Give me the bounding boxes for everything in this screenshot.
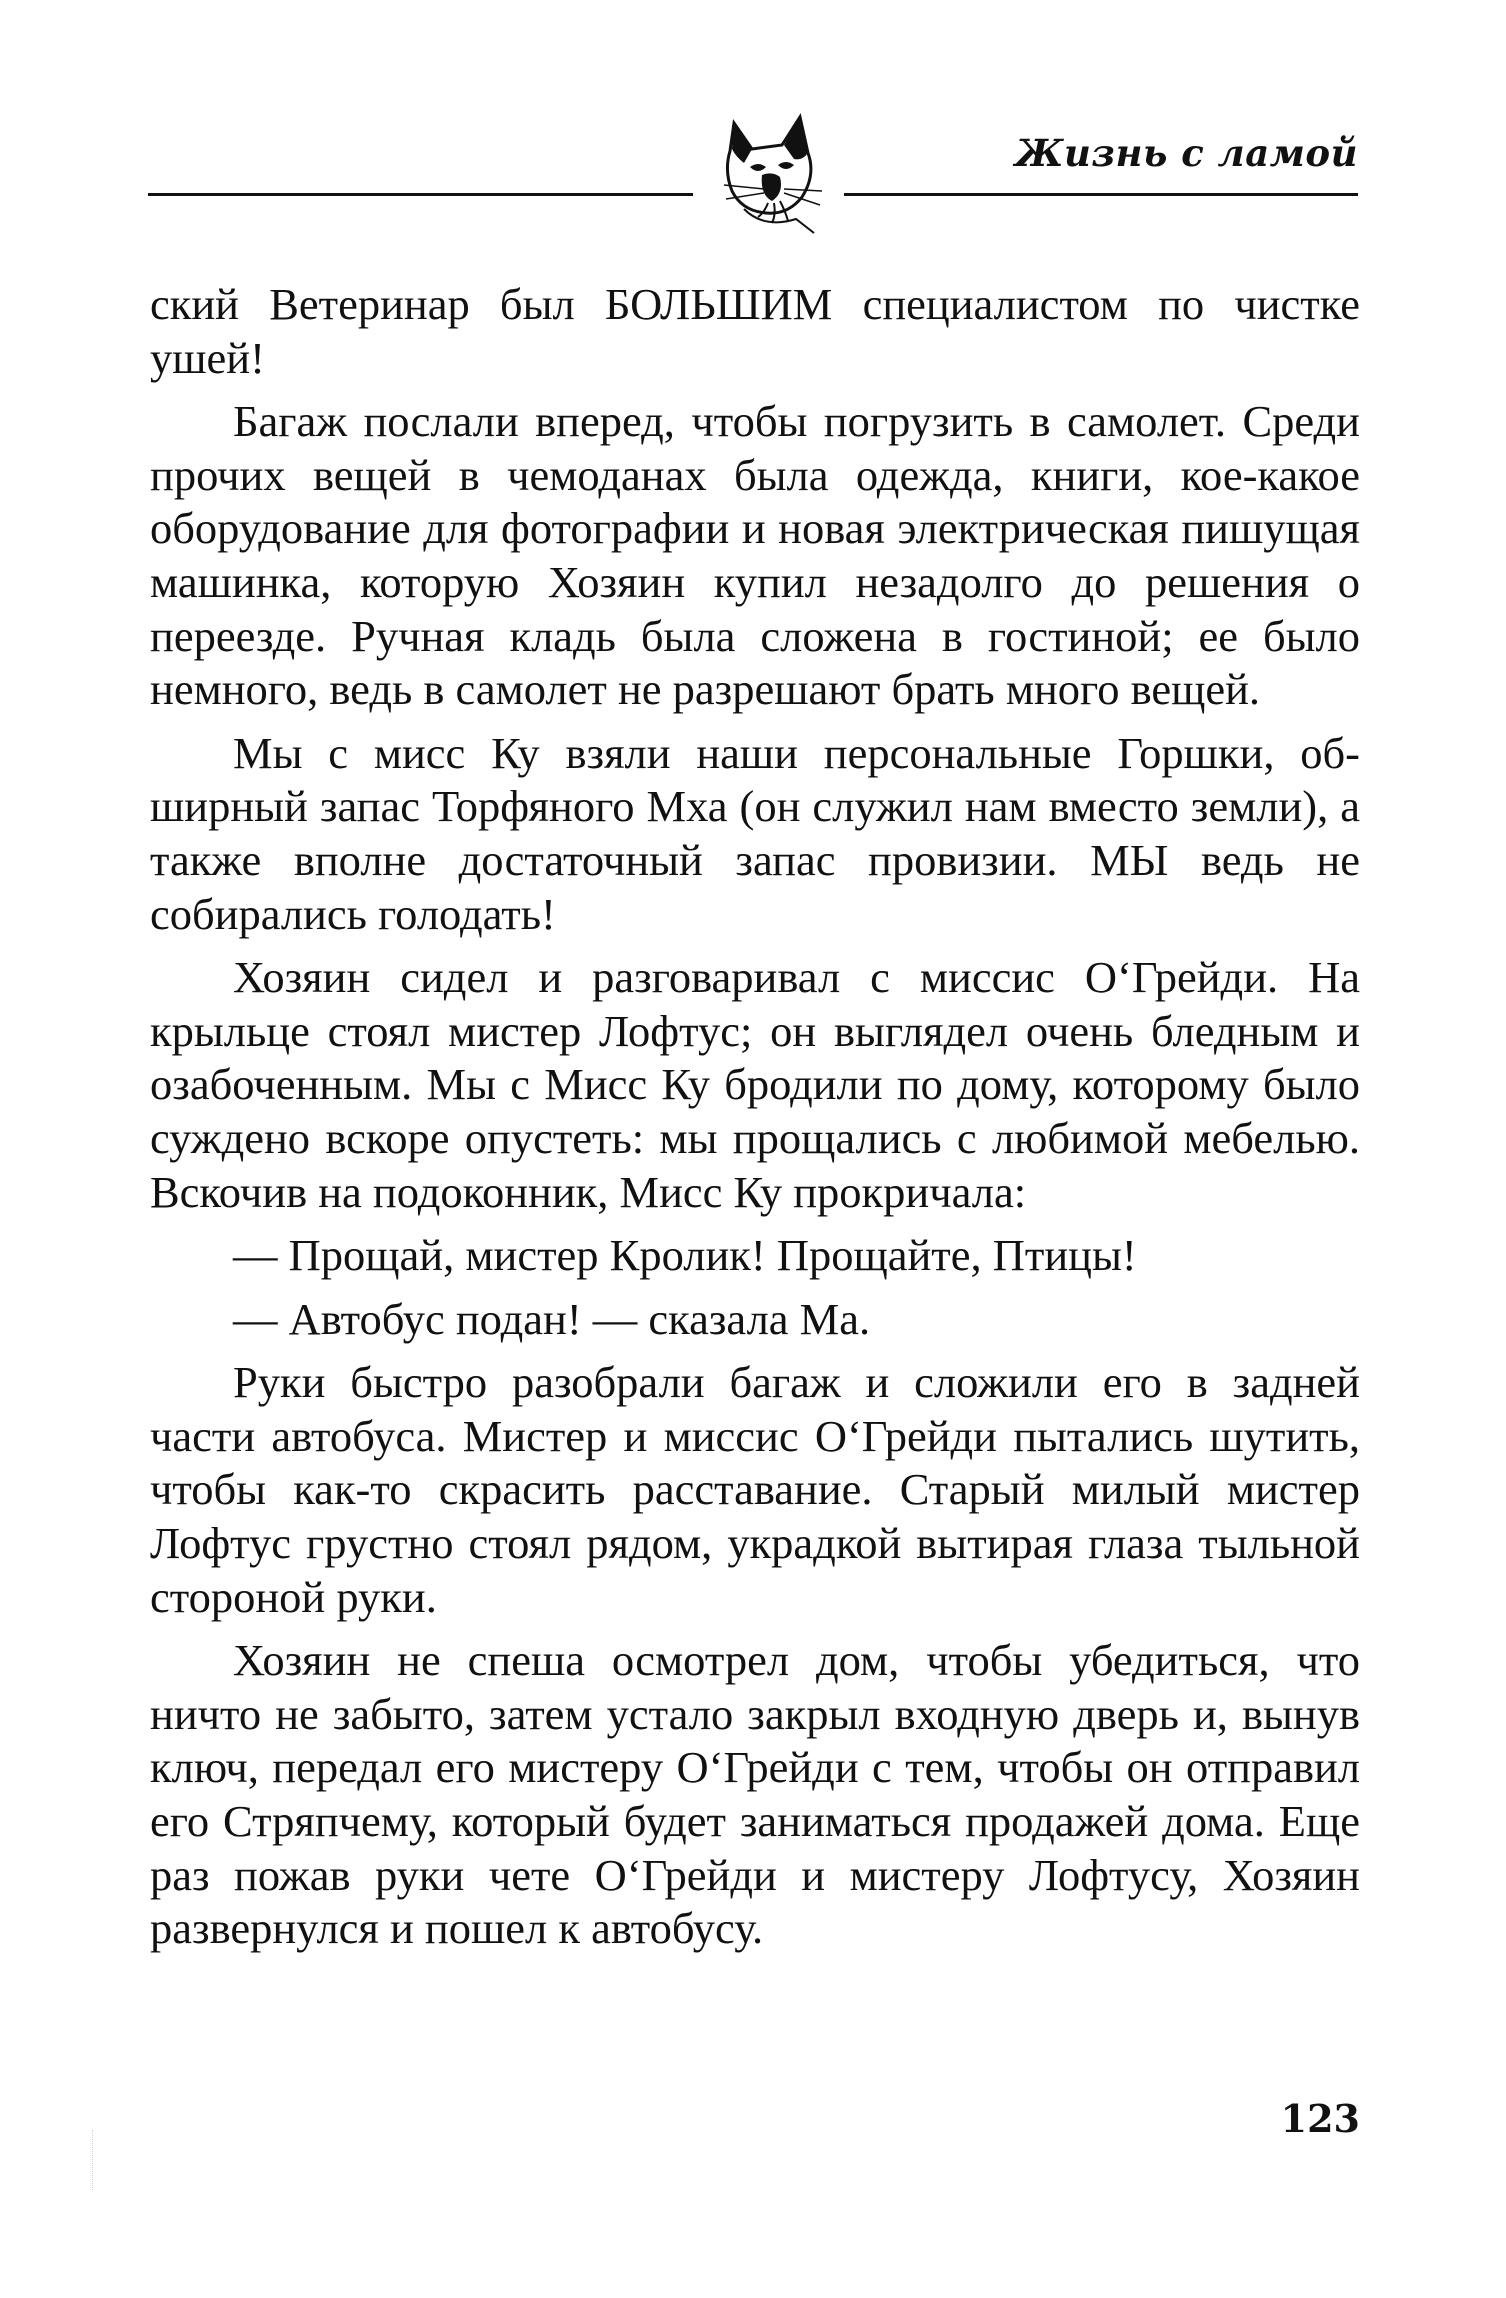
header-rule-left [148,193,693,196]
body-text [150,278,1360,1966]
paragraph: Руки быстро разобрали багаж и сложили его в задней части автобуса. Мистер и миссис О‘Грейди пытались шутить, чтобы как-то скрасить расставание. Старый милый мистер Лофтус грустно стоял рядом, украдкой вытирая глаза тыльной стороной руки. [150,1357,1360,1622]
cat-head-icon [704,105,844,237]
dialogue-line: — Автобус подан! — сказала Ма. [233,1293,871,1344]
paragraph: Багаж послали вперед, чтобы погрузить в самолет. Среди прочих вещей в чемоданах была одежда, книги, кое-какое оборудование для фотографии и новая электрическая пишущая машинка, которую Хозяин купил незадолго до решения о переезде. Ручная кладь была сложена в гостиной; ее было немного, ведь в самолет не разрешают брать много вещей. [150,396,1360,715]
margin-dots [92,2130,94,2190]
dialogue-line: — Прощай, мистер Кролик! Прощайте, Птицы! [233,1230,1137,1281]
paragraph: ский Ветеринар был БОЛЬШИМ специалистом по чистке ушей! [150,279,1360,383]
header-rule-right [844,193,1358,196]
paragraph: Мы с мисс Ку взяли наши персональные Горшки, обширный запас Торфяного Мха (он служил нам вместо земли), а также вполне достаточный запас провизии. МЫ ведь не собирались голодать! [150,727,1360,939]
paragraph: Хозяин не спеша осмотрел дом, чтобы убедиться, что ничто не забыто, затем устало закрыл входную дверь и, вынув ключ, передал его мистеру О‘Грейди с тем, чтобы он отправил его Стряпчему, который будет заниматься продажей дома. Еще раз пожав руки чете О‘Грейди и мистеру Лофтусу, Хозяин развернулся и пошел к автобусу. [150,1635,1360,1954]
running-header [148,105,1358,235]
paragraph: Хозяин сидел и разговаривал с миссис О‘Грейди. На крыльце стоял мистер Лофтус; он выглядел очень бледным и озабоченным. Мы с Мисс Ку бродили по дому, которому было суждено вскоре опустеть: мы прощались с любимой мебелью. Вскочив на подоконник, Мисс Ку прокричала: [150,952,1360,1217]
page-number: 123 [1280,2096,1360,2141]
running-title: Жизнь с ламой [1014,131,1358,175]
